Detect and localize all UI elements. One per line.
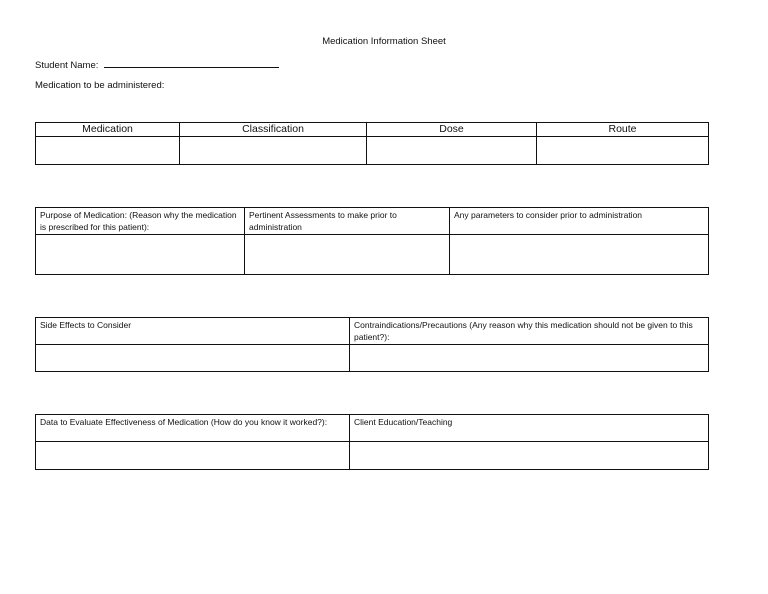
education-cell[interactable] <box>350 442 709 470</box>
header-route: Route <box>537 123 709 137</box>
header-contraindications: Contraindications/Precautions (Any reason why this medication should not be given to this patient?): <box>350 318 709 345</box>
student-name-label: Student Name: <box>35 60 99 71</box>
header-effectiveness: Data to Evaluate Effectiveness of Medication (How do you know it worked?): <box>36 415 350 442</box>
student-name-field[interactable] <box>104 58 279 68</box>
side-effects-cell[interactable] <box>36 345 350 372</box>
header-parameters: Any parameters to consider prior to administration <box>450 208 709 235</box>
purpose-cell[interactable] <box>36 235 245 275</box>
header-education: Client Education/Teaching <box>350 415 709 442</box>
header-side-effects: Side Effects to Consider <box>36 318 350 345</box>
dose-cell[interactable] <box>367 137 537 165</box>
route-cell[interactable] <box>537 137 709 165</box>
effectiveness-education-table <box>35 414 709 470</box>
header-dose: Dose <box>367 123 537 137</box>
contraindications-cell[interactable] <box>350 345 709 372</box>
header-medication: Medication <box>36 123 180 137</box>
header-purpose: Purpose of Medication: (Reason why the medication is prescribed for this patient): <box>36 208 245 235</box>
classification-cell[interactable] <box>180 137 367 165</box>
purpose-assessment-table <box>35 207 709 275</box>
header-assessments: Pertinent Assessments to make prior to administration <box>245 208 450 235</box>
effectiveness-cell[interactable] <box>36 442 350 470</box>
assessments-cell[interactable] <box>245 235 450 275</box>
medication-administered-label: Medication to be administered: <box>35 80 165 91</box>
student-name-row <box>35 58 279 71</box>
medication-cell[interactable] <box>36 137 180 165</box>
side-effects-table <box>35 317 709 372</box>
parameters-cell[interactable] <box>450 235 709 275</box>
header-classification: Classification <box>180 123 367 137</box>
page-title: Medication Information Sheet <box>322 36 446 47</box>
medication-basics-table <box>35 122 709 165</box>
